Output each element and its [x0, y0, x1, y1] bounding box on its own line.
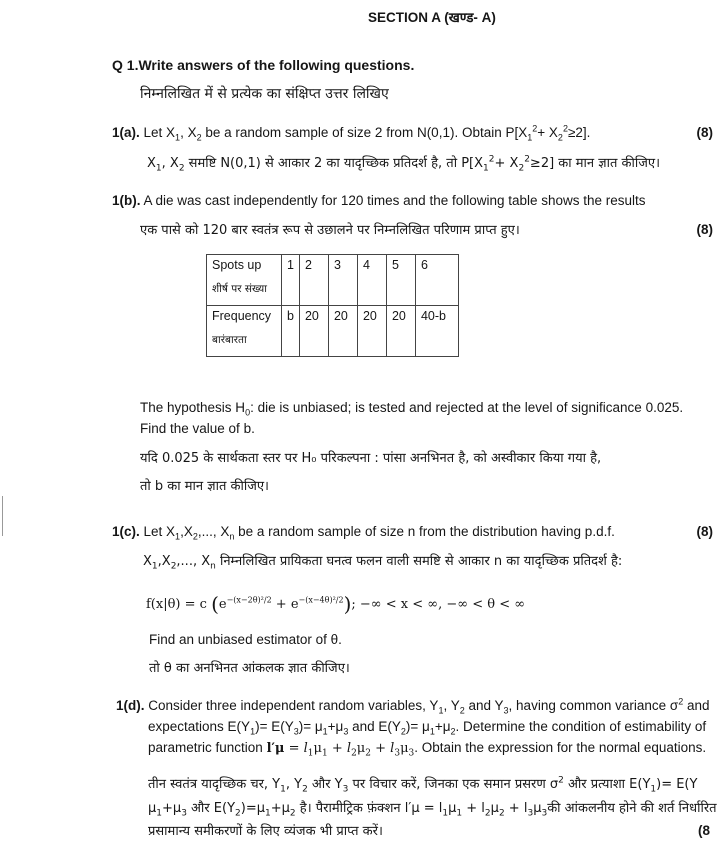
q1b-hypothesis: The hypothesis $H_0$: die is unbiased; is tested and rejected at the level of significance 0.025.: [140, 400, 684, 418]
q1b-text: A die was cast independently for 120 times and the following table shows the results: [143, 193, 646, 208]
q1d-marks: (8: [697, 823, 710, 838]
q1a-hindi: $X_1$, $X_2$ समष्टि N(0,1) से आकार 2 का यादृच्छिक प्रतिदर्श है, तो $P[X_1^2+ X_2^2\ge 2]$ का मान ज्ञात कीजिए।: [147, 154, 660, 174]
frequency-cell: 20: [328, 306, 357, 357]
q1d-hindi-line3: प्रसामान्य समीकरणों के लिए व्यंजक भी प्राप्त करें।: [148, 824, 383, 839]
q1d-english-line2: expectations $E(Y_1)= E(Y_3)= \mu_1+\mu_3$ and $E(Y_2)= \mu_1+\mu_2$. Determine the condition of estimability of: [148, 719, 707, 737]
q1a-marks: (8): [696, 125, 713, 140]
q1d-hindi-line2: $\mu_1+\mu_3$ और $E(Y_2)=\mu_1+\mu_2$ है। पैरामीट्रिक फ़ंक्शन $l'\mu = l_1\mu_1 + l_2\mu_2$ + $l_3\mu_3की$ आंकलनीय होने की शर्त निर्धारित: [148, 801, 717, 819]
margin-mark: [2, 496, 3, 536]
dice-results-table: [206, 254, 459, 357]
q1d-english-line1: 1(d). Consider three independent random variables, $Y_1$, $Y_2$ and $Y_3$, having common variance $\sigma^2$ and: [116, 696, 710, 716]
table-row: [207, 255, 459, 306]
spots-label-cell: [207, 255, 282, 306]
spots-cell: 2: [299, 255, 328, 306]
frequency-cell: 40-b: [415, 306, 458, 357]
spots-label: Spots up: [212, 258, 262, 272]
q1b-hindi: एक पासे को 120 बार स्वतंत्र रूप से उछालने पर निम्नलिखित परिणाम प्राप्त हुए।: [140, 223, 520, 238]
q1c-find: Find an unbiased estimator of θ.: [149, 632, 342, 647]
spots-cell: 5: [386, 255, 415, 306]
frequency-label-hindi: बारंबारता: [212, 334, 247, 346]
frequency-cell: 20: [357, 306, 386, 357]
q1b-marks: (8): [696, 222, 713, 237]
q1a-hindi-tail: का मान ज्ञात कीजिए।: [558, 156, 660, 171]
q1c-english: 1(c). Let $X_1,X_2$,..., $X_n$ be a random sample of size n from the distribution having p.d.f.: [112, 524, 615, 542]
frequency-label: Frequency: [212, 309, 272, 323]
q1c-hindi: $X_1,X_2$,..., $X_n$ निम्नलिखित प्रायिकता घनत्व फलन वाली समष्टि से आकार n का यादृच्छिक प्रतिदर्श है:: [143, 554, 623, 572]
frequency-cell: 20: [299, 306, 328, 357]
spots-cell: 4: [357, 255, 386, 306]
spots-cell: 3: [328, 255, 357, 306]
q1d-english-line3: parametric function $l'\mu = l_1\mu_1 + l_2\mu_2 + l_3\mu_3$. Obtain the expression for the normal equations.: [148, 740, 707, 759]
question-heading-hindi: निम्नलिखित में से प्रत्येक का संक्षिप्त उत्तर लिखिए: [140, 86, 389, 102]
frequency-label-cell: [207, 306, 282, 357]
q1d-label: 1(d).: [116, 698, 145, 713]
section-title: SECTION A (खण्ड- A): [368, 10, 496, 25]
q1a-label: 1(a).: [112, 125, 140, 140]
q1b-english: [112, 193, 646, 208]
spots-cell: 6: [415, 255, 458, 306]
q1c-find-hindi: तो θ का अनभिनत आंकलक ज्ञात कीजिए।: [149, 661, 350, 676]
frequency-cell: 20: [386, 306, 415, 357]
q1d-hindi-line1: तीन स्वतंत्र यादृच्छिक चर, $Y_1$, $Y_2$ और $Y_3$ पर विचार करें, जिनका एक समान प्रसरण $\sigma^2$ और प्रत्याशा $E(Y_1)= E(Y$: [148, 775, 698, 795]
spots-cell: 1: [282, 255, 300, 306]
q1b-hindi-line2: तो b का मान ज्ञात कीजिए।: [140, 479, 269, 494]
question-heading: Q 1.Write answers of the following questions.: [112, 57, 415, 73]
q1c-marks: (8): [696, 524, 713, 539]
q1b-label: 1(b).: [112, 193, 141, 208]
frequency-cell: b: [282, 306, 300, 357]
q1b-hindi-line1: यदि 0.025 के सार्थकता स्तर पर H₀ परिकल्पना : पांसा अनभिनत है, को अस्वीकार किया गया है,: [140, 451, 602, 466]
pdf-formula: f(x|θ) = c $(e^{-(x-2\theta)^2/2} + e^{-(x-4\theta)^2/2})$; −∞ < x < ∞, −∞ < θ < ∞: [146, 592, 526, 616]
q1a-english: 1(a). Let $X_1$, $X_2$ be a random sample of size 2 from N(0,1). Obtain $P[X_1^2+ X_2^2\ge 2]$.: [112, 123, 591, 143]
q1b-find: Find the value of b.: [140, 421, 255, 436]
q1c-label: 1(c).: [112, 524, 140, 539]
spots-label-hindi: शीर्ष पर संख्या: [212, 283, 267, 295]
table-row: [207, 306, 459, 357]
